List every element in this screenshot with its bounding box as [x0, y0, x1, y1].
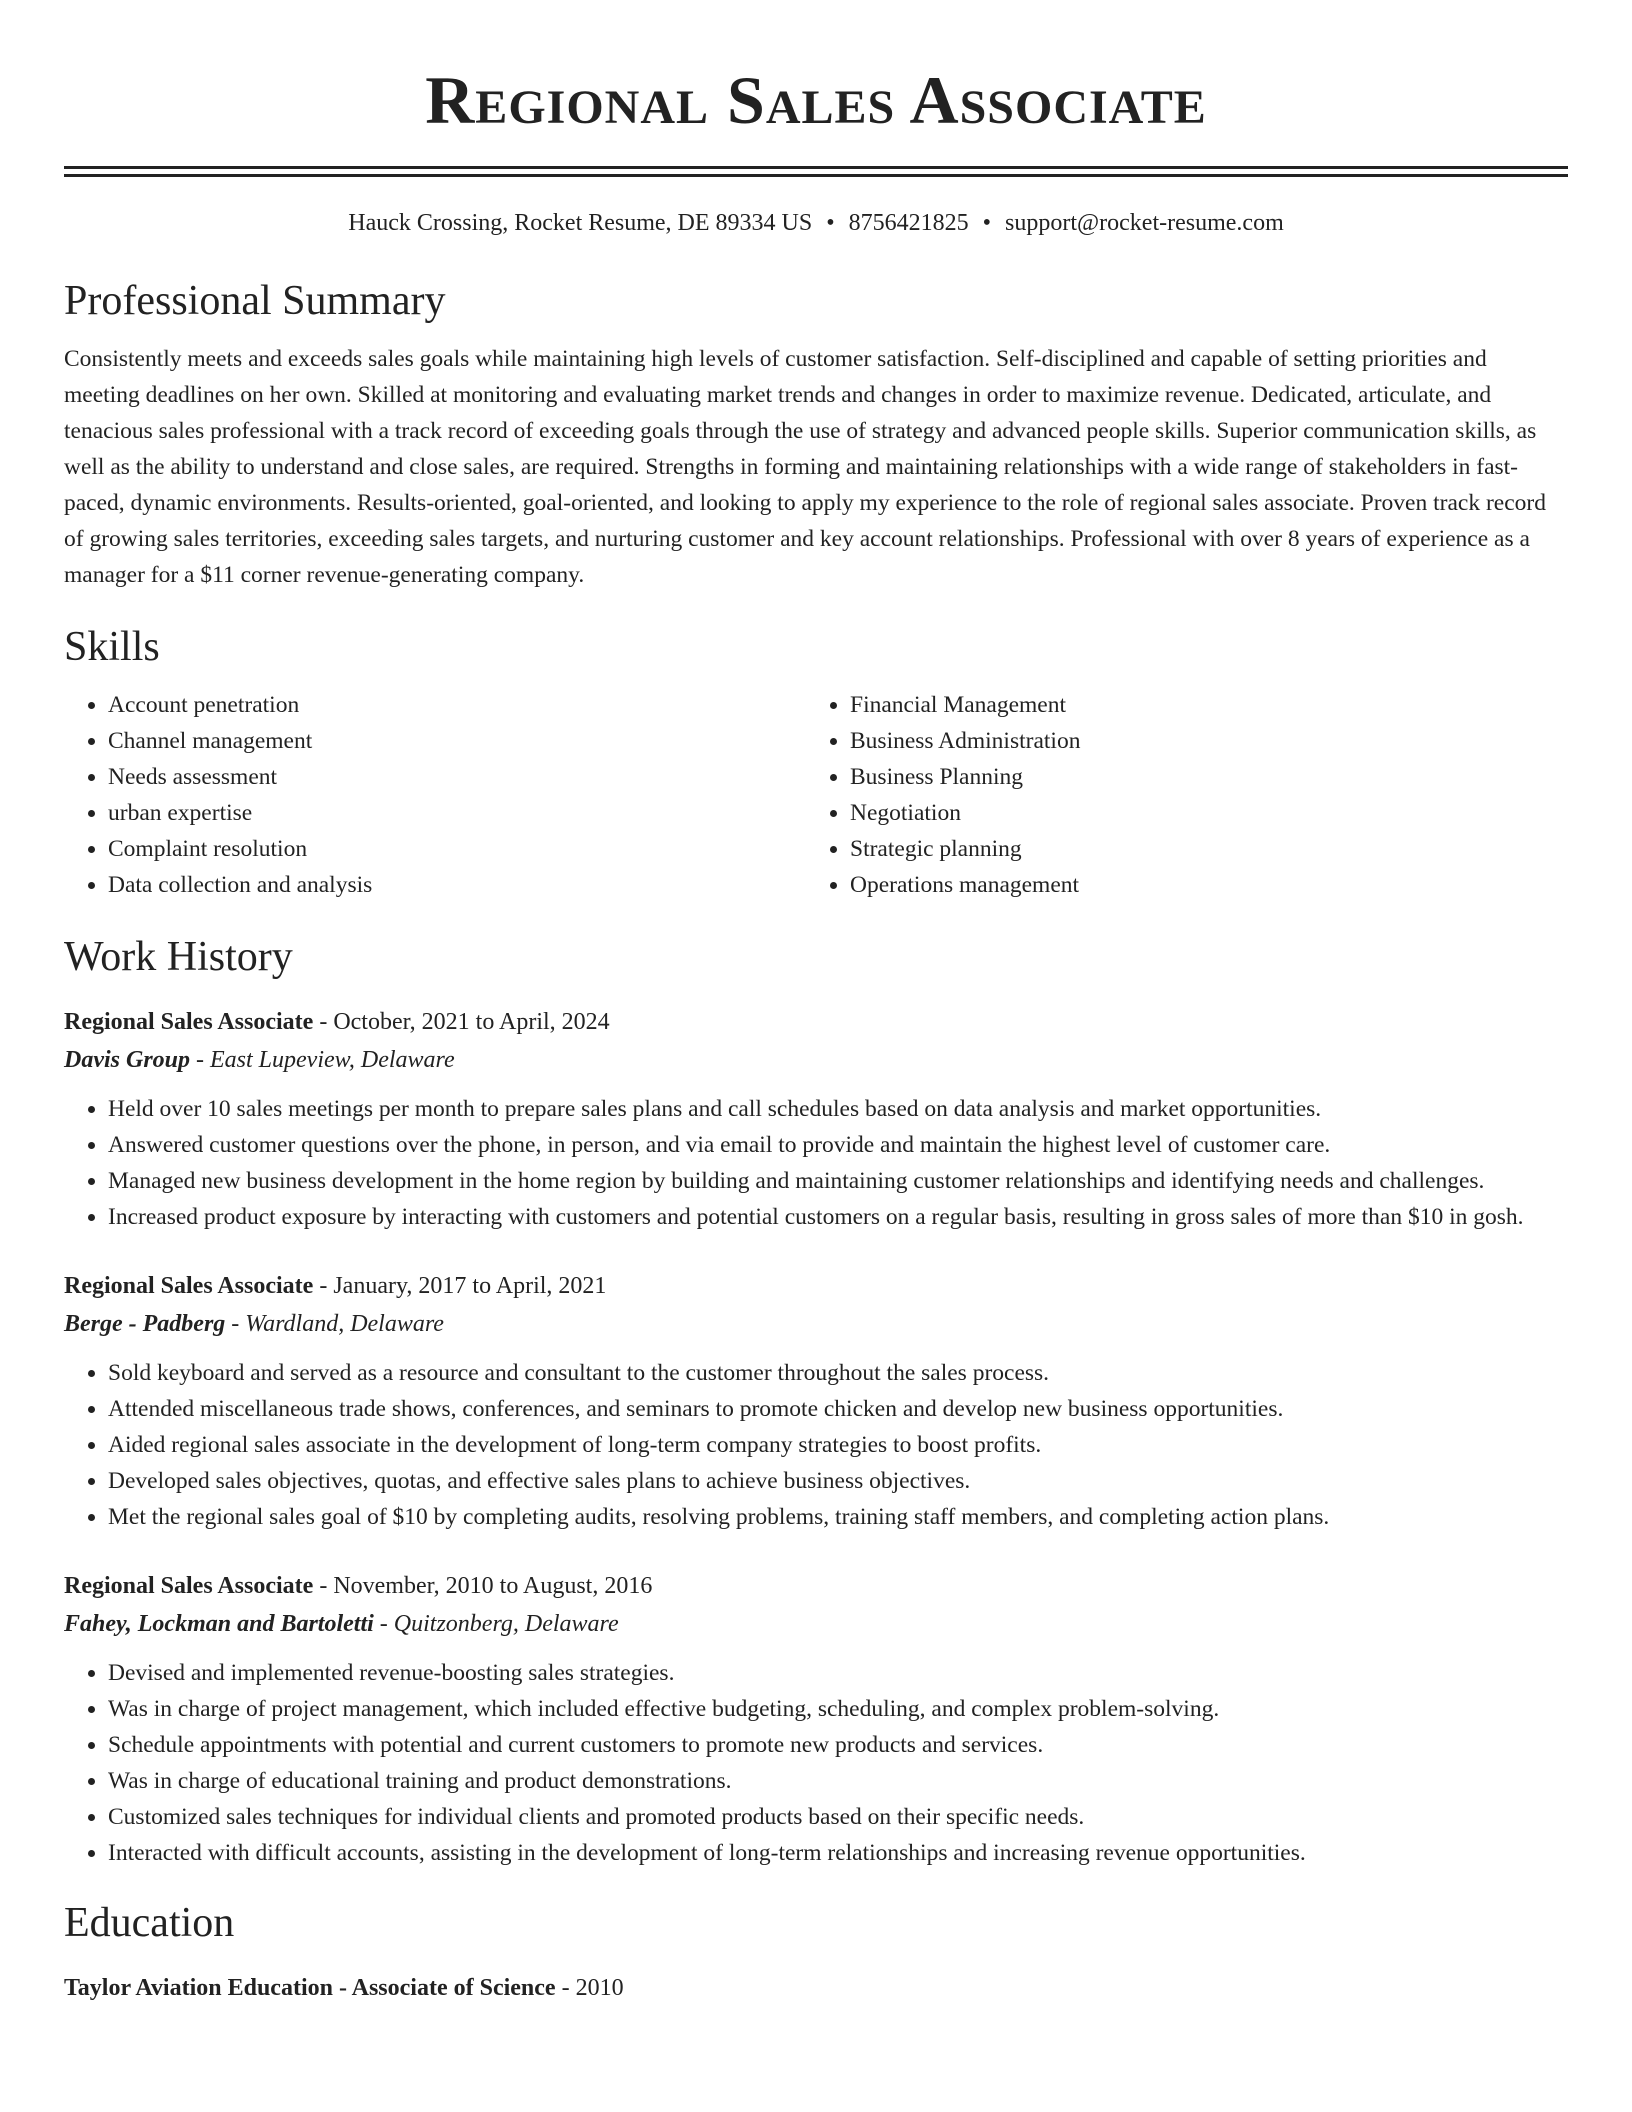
job-entry — [64, 1267, 1568, 1535]
job-title-line — [64, 1003, 1568, 1041]
skill-item: • Complaint resolution — [108, 831, 806, 867]
job-dates: - October, 2021 to April, 2024 — [313, 1009, 610, 1035]
skill-item: • Business Administration — [850, 723, 1548, 759]
resume-title: Regional Sales Associate — [425, 62, 1207, 138]
job-bullet: • Was in charge of educational training and product demonstrations. — [108, 1763, 1568, 1799]
resume-page — [64, 0, 1568, 2007]
skill-item: • Business Planning — [850, 759, 1548, 795]
skill-item: • urban expertise — [108, 795, 806, 831]
skills-column-right — [806, 687, 1548, 903]
title-divider-thin — [64, 174, 1568, 177]
job-location: - Quitzonberg, Delaware — [373, 1611, 619, 1637]
skill-item: • Data collection and analysis — [108, 867, 806, 903]
contact-phone: 8756421825 — [848, 210, 969, 236]
job-bullet: • Increased product exposure by interacting with customers and potential customers on a regular basis, resulting in gross sales of more than $10 in gosh. — [108, 1199, 1568, 1235]
job-dates: - January, 2017 to April, 2021 — [313, 1273, 607, 1299]
contact-email[interactable]: support@rocket-resume.com — [1005, 210, 1284, 236]
job-bullet: • Held over 10 sales meetings per month to prepare sales plans and call schedules based on data analysis and market opportunities. — [108, 1091, 1568, 1127]
contact-separator: • — [982, 210, 992, 236]
job-bullet: • Customized sales techniques for individual clients and promoted products based on their specific needs. — [108, 1799, 1568, 1835]
job-title: Regional Sales Associate — [64, 1009, 314, 1035]
summary-heading: Professional Summary — [64, 278, 446, 324]
skill-item: • Needs assessment — [108, 759, 806, 795]
job-bullet: • Interacted with difficult accounts, assisting in the development of long-term relationships and increasing revenue opportunities. — [108, 1835, 1568, 1871]
job-location: - Wardland, Delaware — [225, 1311, 444, 1337]
job-bullet: • Devised and implemented revenue-boosting sales strategies. — [108, 1655, 1568, 1691]
skills-column-left — [64, 687, 806, 903]
job-bullet: • Met the regional sales goal of $10 by completing audits, resolving problems, training staff members, and completing action plans. — [108, 1499, 1568, 1535]
skill-item: • Channel management — [108, 723, 806, 759]
job-title: Regional Sales Associate — [64, 1573, 314, 1599]
job-bullet: • Answered customer questions over the phone, in person, and via email to provide and maintain the highest level of customer care. — [108, 1127, 1568, 1163]
skill-item: • Negotiation — [850, 795, 1548, 831]
job-bullets — [64, 1655, 1568, 1871]
job-location: - East Lupeview, Delaware — [190, 1047, 455, 1073]
job-company: Berge - Padberg — [64, 1311, 226, 1337]
job-bullets — [64, 1091, 1568, 1235]
education-year: - 2010 — [555, 1975, 624, 2001]
job-bullet: • Managed new business development in the home region by building and maintaining customer relationships and identifying needs and challenges. — [108, 1163, 1568, 1199]
education-entry — [64, 1969, 1568, 2007]
job-company-line — [64, 1041, 1568, 1079]
job-bullet: • Aided regional sales associate in the development of long-term company strategies to boost profits. — [108, 1427, 1568, 1463]
job-bullet: • Attended miscellaneous trade shows, conferences, and seminars to promote chicken and develop new business opportunities. — [108, 1391, 1568, 1427]
job-title-line — [64, 1267, 1568, 1305]
job-bullet: • Was in charge of project management, which included effective budgeting, scheduling, and complex problem-solving. — [108, 1691, 1568, 1727]
contact-address: Hauck Crossing, Rocket Resume, DE 89334 US — [348, 210, 813, 236]
job-company-line — [64, 1305, 1568, 1343]
job-entry — [64, 1567, 1568, 1871]
education-school: Taylor Aviation Education - Associate of Science — [64, 1975, 556, 2001]
skill-item: • Account penetration — [108, 687, 806, 723]
skill-item: • Strategic planning — [850, 831, 1548, 867]
job-bullets — [64, 1355, 1568, 1535]
summary-text: Consistently meets and exceeds sales goals while maintaining high levels of customer satisfaction. Self-disciplined and capable of setting priorities and meeting deadlines on her own. Skilled at monitoring and evaluating market trends and changes in order to maximize revenue. Dedicated, articulate, and tenacious sales professional with a track record of exceeding goals through the use of strategy and advanced people skills. Superior communication skills, as well as the ability to understand and close sales, are required. Strengths in forming and maintaining relationships with a wide range of stakeholders in fast-paced, dynamic environments. Results-oriented, goal-oriented, and looking to apply my experience to the role of regional sales associate. Proven track record of growing sales territories, exceeding sales targets, and nurturing customer and key account relationships. Professional with over 8 years of experience as a manager for a $11 corner revenue-generating company. — [64, 346, 1546, 588]
job-company-line — [64, 1605, 1568, 1643]
skill-item: • Operations management — [850, 867, 1548, 903]
job-title: Regional Sales Associate — [64, 1273, 314, 1299]
job-title-line — [64, 1567, 1568, 1605]
contact-separator: • — [826, 210, 835, 236]
job-bullet: • Sold keyboard and served as a resource and consultant to the customer throughout the sales process. — [108, 1355, 1568, 1391]
job-company: Fahey, Lockman and Bartoletti — [64, 1611, 374, 1637]
education-heading: Education — [64, 1900, 235, 1946]
skills-heading: Skills — [64, 624, 160, 670]
contact-line — [64, 207, 1568, 239]
skill-item: • Financial Management — [850, 687, 1548, 723]
job-entry — [64, 1003, 1568, 1235]
job-dates: - November, 2010 to August, 2016 — [313, 1573, 653, 1599]
work-history-heading: Work History — [64, 934, 293, 980]
job-bullet: • Developed sales objectives, quotas, and effective sales plans to achieve business objectives. — [108, 1463, 1568, 1499]
title-divider-thick — [64, 166, 1568, 169]
job-bullet: • Schedule appointments with potential and current customers to promote new products and services. — [108, 1727, 1568, 1763]
job-company: Davis Group — [64, 1047, 191, 1073]
skills-list — [64, 687, 1568, 903]
